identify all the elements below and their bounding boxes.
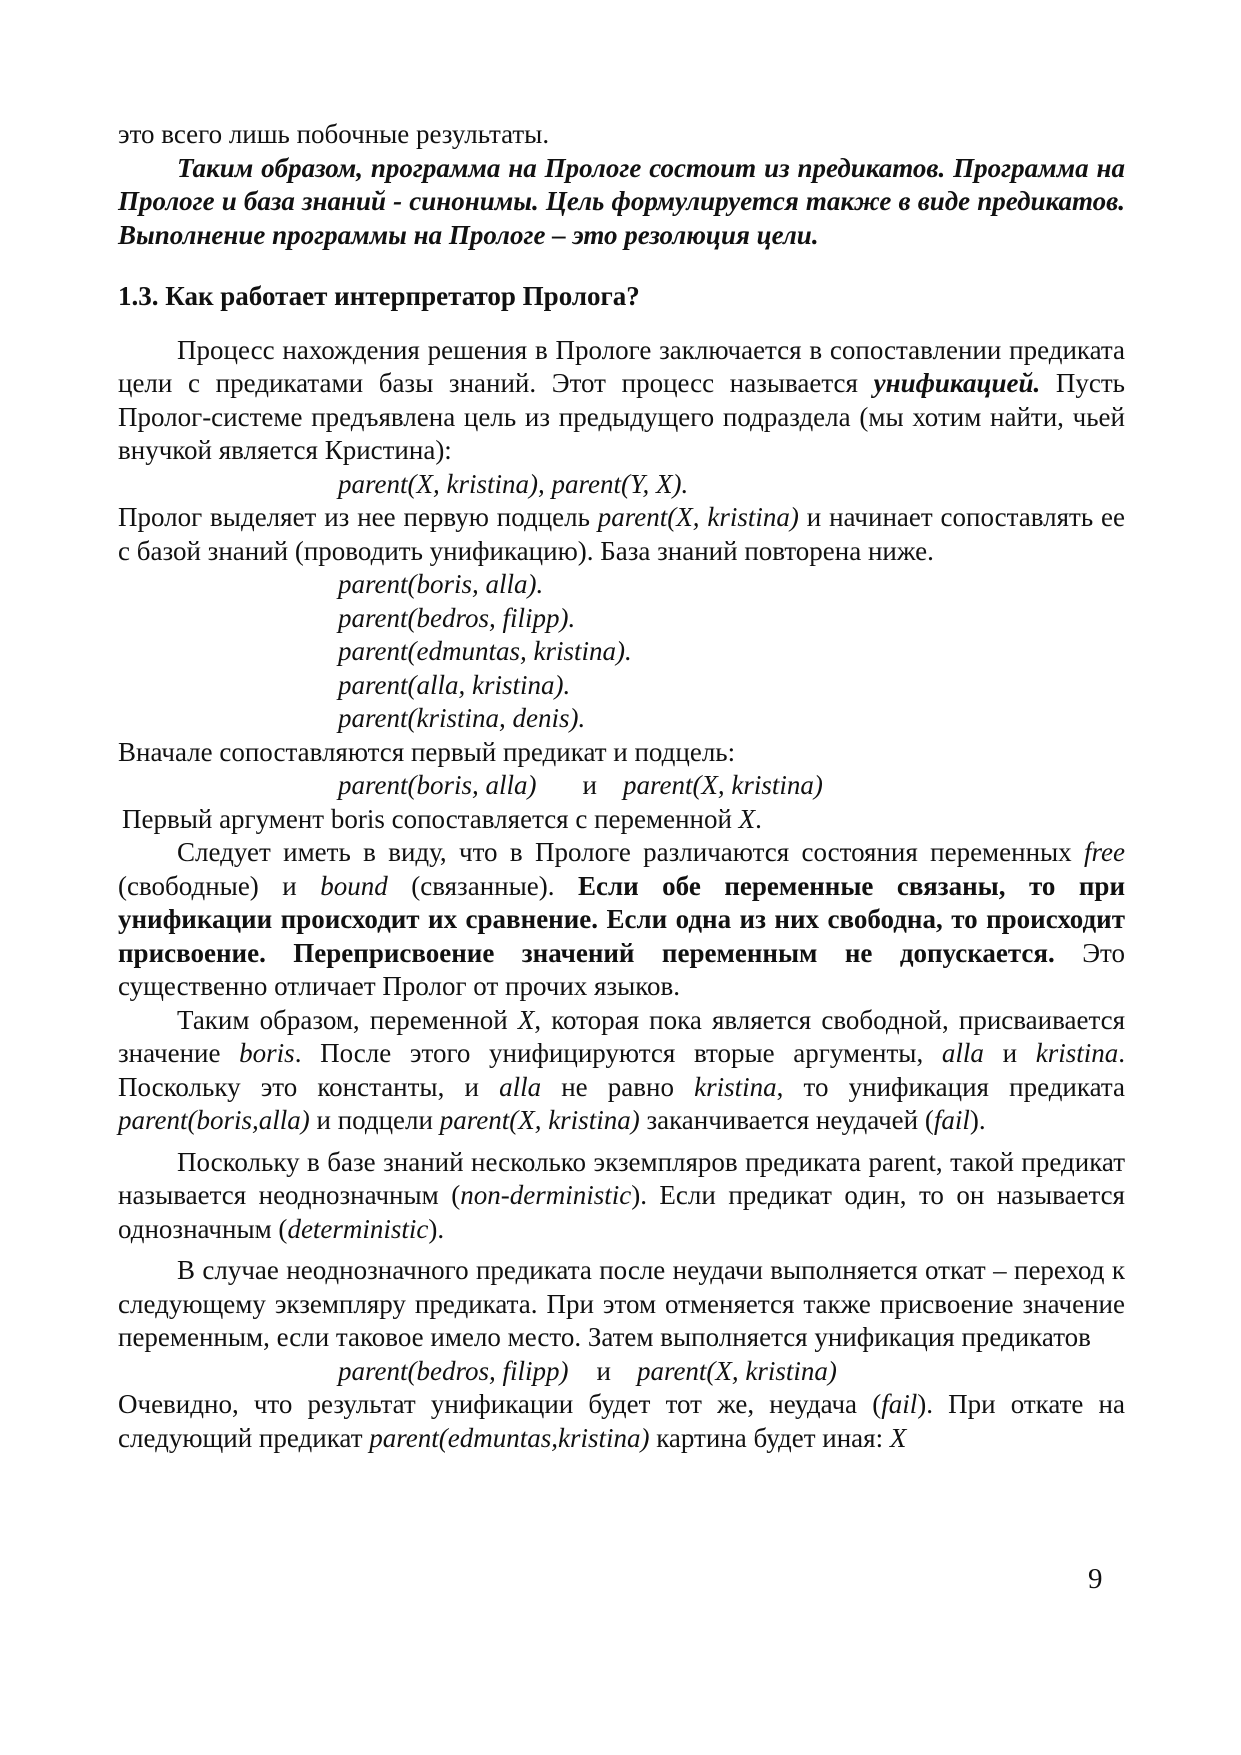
knowledge-base-listing: [118, 568, 1125, 736]
paragraph-backtracking: В случае неоднозначного предиката после неудачи выполняется откат – переход к следующему экземпляру предиката. При этом отменяется также присвоение значение переменным, если таковое имело место. Затем выполняется унификация предикатов: [118, 1255, 1125, 1352]
paragraph-first-match: Вначале сопоставляются первый предикат и подцель:: [118, 736, 736, 767]
paragraph-nondeterministic: Поскольку в базе знаний несколько экземпляров предиката parent, такой предикат называется неоднозначным (non-derministic). Если предикат один, то он называется однозначным (deterministic).: [118, 1146, 1125, 1244]
kb-line: parent(boris, alla).: [338, 569, 544, 599]
section-title: 1.3. Как работает интерпретатор Пролога?: [118, 281, 640, 311]
bold-rule: Если обе переменные связаны, то при унификации происходит их сравнение. Если одна из них свободна, то происходит присвоение. Переприсвоение значений переменным не допускается.: [118, 870, 1126, 968]
paragraph-next-predicate: Очевидно, что результат унификации будет тот же, неудача (fail). При откате на следующий предикат parent(edmuntas,kristina) картина будет иная: X: [118, 1389, 1125, 1453]
kb-line: parent(kristina, denis).: [338, 703, 586, 733]
kb-line: parent(bedros, filipp).: [338, 602, 576, 633]
predicate-pair-2: parent(bedros, filipp) и parent(X, kristina): [338, 1355, 837, 1386]
paragraph-subgoal: Пролог выделяет из нее первую подцель parent(X, kristina) и начинает сопоставлять ее с базой знаний (проводить унификацию). База знаний повторена ниже.: [118, 502, 1125, 566]
page-number: 9: [1088, 1563, 1103, 1595]
paragraph-variable-states: Следует иметь в виду, что в Прологе различаются состояния переменных free (свободные) и bound (связанные). Если обе переменные связаны, то при унификации происходит их сравнение. Если одна из них свободна, то происходит присвоение. Переприсвоение значений переменным не допускается. Это существенно отличает Пролог от прочих языков.: [118, 837, 1126, 1001]
predicate-pair-1: parent(boris, alla) и parent(X, kristina): [338, 770, 823, 800]
term-unification: унификацией.: [873, 368, 1041, 398]
summary-paragraph: Таким образом, программа на Прологе состоит из предикатов. Программа на Прологе и база знаний - синонимы. Цель формулируется также в виде предикатов. Выполнение программы на Прологе – это резолюция цели.: [118, 152, 1125, 250]
paragraph-unification: Процесс нахождения решения в Прологе заключается в сопоставлении предиката цели с предикатами базы знаний. Этот процесс называется унификацией. Пусть Пролог-системе предъявлена цель из предыдущего подраздела (мы хотим найти, чьей внучкой является Кристина):: [118, 334, 1125, 465]
page-content: [118, 118, 1125, 1455]
paragraph-assignment: Таким образом, переменной X, которая пока является свободной, присваивается значение boris. После этого унифицируются вторые аргументы, alla и kristina. Поскольку это константы, и alla не равно kristina, то унификация предиката parent(boris,alla) и подцели parent(X, kristina) заканчивается неудачей (fail).: [118, 1004, 1126, 1135]
goal-code: parent(X, kristina), parent(Y, X).: [338, 468, 689, 499]
intro-line: это всего лишь побочные результаты.: [118, 119, 550, 149]
kb-line: parent(alla, kristina).: [338, 669, 571, 700]
kb-line: parent(edmuntas, kristina).: [338, 636, 632, 666]
paragraph-first-arg: Первый аргумент boris сопоставляется с переменной X.: [122, 803, 762, 834]
